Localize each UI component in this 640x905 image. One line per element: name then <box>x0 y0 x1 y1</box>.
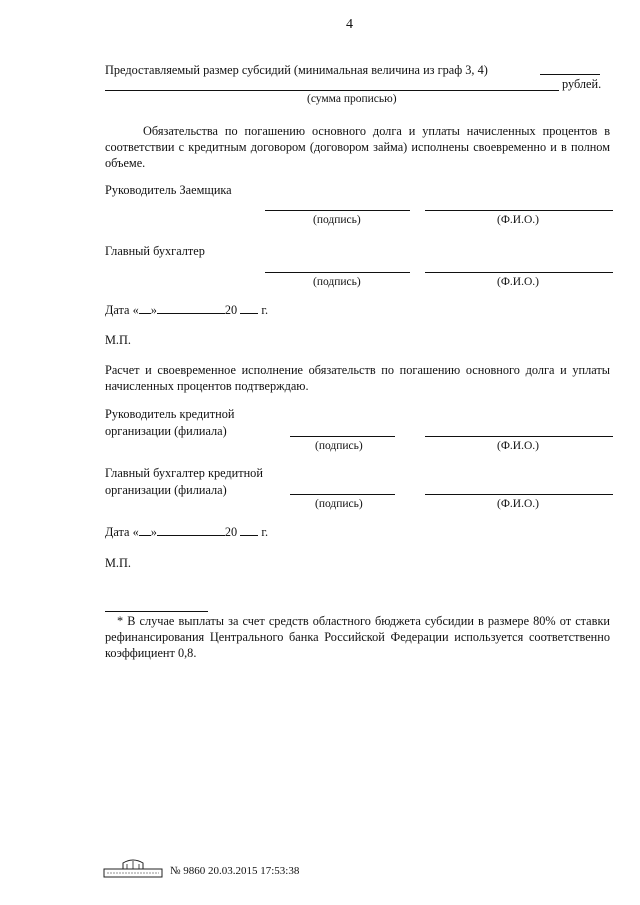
credit-accountant-signature-caption: (подпись) <box>315 498 363 510</box>
borrower-head-name-caption: (Ф.И.О.) <box>497 214 539 226</box>
credit-head-signature-line <box>290 436 395 437</box>
credit-head-label-line1: Руководитель кредитной <box>105 407 235 421</box>
seal-1: М.П. <box>105 333 131 347</box>
obligations-paragraph: Обязательства по погашению основного долга и уплаты начисленных процентов в соответствии с кредитным договором (договором займа) исполнены своевременно и в полном объеме. <box>105 124 610 170</box>
subsidy-words-line <box>105 90 559 91</box>
credit-accountant-label-line2: организации (филиала) <box>105 483 227 497</box>
borrower-head-signature-line <box>265 210 410 211</box>
date-1-prefix: Дата « <box>105 303 139 317</box>
chief-accountant-name-line <box>425 272 613 273</box>
footnote-separator <box>105 611 208 612</box>
date-2-prefix: Дата « <box>105 525 139 539</box>
credit-accountant-signature-line <box>290 494 395 495</box>
date-2-day-blank <box>139 535 151 536</box>
credit-accountant-name-line <box>425 494 613 495</box>
date-field-1 <box>105 303 268 319</box>
date-1-month-blank <box>157 313 225 314</box>
chief-accountant-name-caption: (Ф.И.О.) <box>497 276 539 288</box>
date-2-suffix: г. <box>261 525 269 539</box>
chief-accountant-signature-line <box>265 272 410 273</box>
date-2-year: 20 <box>224 525 238 539</box>
seal-2: М.П. <box>105 556 131 570</box>
credit-accountant-label-line1: Главный бухгалтер кредитной <box>105 466 263 480</box>
page-number: 4 <box>346 17 353 32</box>
date-2-mid: » <box>150 525 157 539</box>
credit-head-label-line2: организации (филиала) <box>105 424 227 438</box>
footnote-text: * В случае выплаты за счет средств областного бюджета субсидии в размере 80% от ставки рефинансирования Центрального банка Российской Федерации используется соответственно коэффициент 0,8. <box>105 614 610 660</box>
subsidy-currency: рублей. <box>562 77 602 91</box>
date-1-year: 20 <box>224 303 238 317</box>
borrower-head-name-line <box>425 210 613 211</box>
confirmation-paragraph: Расчет и своевременное исполнение обязательств по погашению основного долга и уплаты начисленных процентов подтверждаю. <box>105 363 610 393</box>
registry-stamp-icon <box>103 855 163 879</box>
sum-in-words-caption: (сумма прописью) <box>307 93 397 105</box>
borrower-head-signature-caption: (подпись) <box>313 214 361 226</box>
credit-accountant-name-caption: (Ф.И.О.) <box>497 498 539 510</box>
subsidy-label: Предоставляемый размер субсидий (минимальная величина из граф 3, 4) <box>105 63 488 77</box>
date-2-year-blank <box>240 535 258 536</box>
credit-head-signature-caption: (подпись) <box>315 440 363 452</box>
date-1-mid: » <box>150 303 157 317</box>
chief-accountant-label: Главный бухгалтер <box>105 244 205 258</box>
date-1-year-blank <box>240 313 258 314</box>
date-2-month-blank <box>157 535 225 536</box>
chief-accountant-signature-caption: (подпись) <box>313 276 361 288</box>
credit-head-name-caption: (Ф.И.О.) <box>497 440 539 452</box>
date-1-day-blank <box>139 313 151 314</box>
borrower-head-label: Руководитель Заемщика <box>105 183 232 197</box>
stamp-reference: № 9860 20.03.2015 17:53:38 <box>170 865 300 877</box>
date-1-suffix: г. <box>261 303 269 317</box>
date-field-2 <box>105 525 268 541</box>
subsidy-amount-line <box>540 74 600 75</box>
credit-head-name-line <box>425 436 613 437</box>
